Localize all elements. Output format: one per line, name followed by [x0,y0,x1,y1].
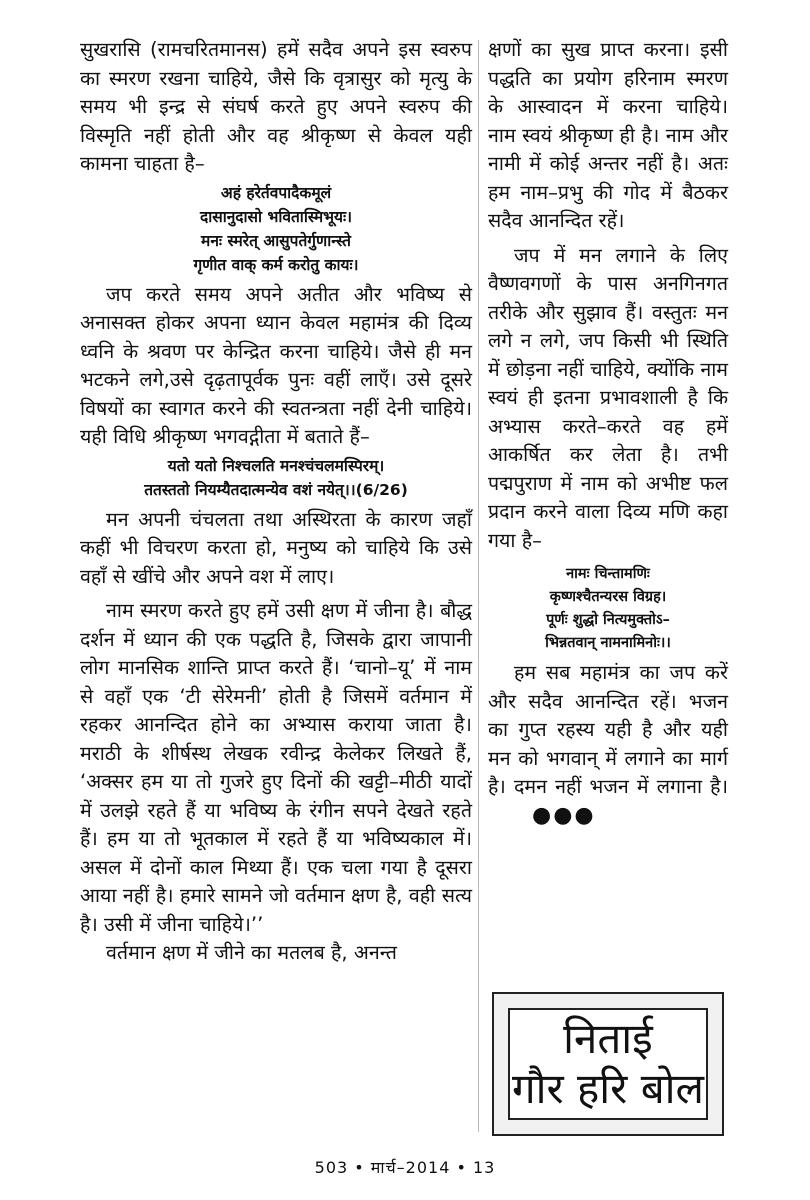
verse-line: मनः स्मरेत् आसुपतेर्गुणान्स्ते [201,231,351,250]
paragraph-japa-focus: जप करते समय अपने अतीत और भविष्य से अनासक्त होकर अपना ध्यान केवल महामंत्र की दिव्य ध्वनि के श्रवण पर केन्द्रित करना चाहिये। जैसे ही मन भटकने लगे,उसे दृढ़तापूर्वक पुनः वहीं लाएँ। उसे दूसरे विषयों का स्वागत करने की स्वतन्त्रता नहीं देनी चाहिये। यही विधि श्रीकृष्ण भगवद्गीता में बताते हैं– [80,282,472,448]
paragraph-vaishnava-methods: जप में मन लगाने के लिए वैष्णवगणों के पास अनगिनगत तरीके और सुझाव हैं। वस्तुतः मन लगे न लगे, जप किसी भी स्थिति में छोड़ना नहीं चाहिये, क्योंकि नाम स्वयं ही इतना प्रभावशाली है कि अभ्यास करते–करते वह हमें आकर्षित कर लेता है। तभी पद्मपुराण में नाम को अभीष्ट फल प्रदान करने वाला दिव्य मणि कहा गया है– [488,243,728,552]
paragraph-living-present: वर्तमान क्षण में जीने का मतलब है, अनन्त [106,941,397,964]
verse-line: पूर्णः शुद्धो नित्यमुक्तोऽ– [546,612,670,628]
paragraph-harinam: क्षणों का सुख प्राप्त करना। इसी पद्धति का प्रयोग हरिनाम स्मरण के आस्वादन में करना चाहिये। नाम स्वयं श्रीकृष्ण ही है। नाम और नामी में कोई अन्तर नहीं है। अतः हम नाम–प्रभु की गोद में बैठकर सदैव आनन्दित रहें। [488,38,728,232]
conclusion-text: हम सब महामंत्र का जप करें और सदैव आनन्दित रहें। भजन का गुप्त रहस्य यही है और यही मन को भगवान् में लगाने का मार्ग है। दमन नहीं भजन में लगाना है। [488,661,728,798]
left-column [80,36,472,968]
right-column [488,36,728,830]
verse-line: गृणीत वाक् कर्म करोतु कायः। [193,255,359,274]
paragraph-conclusion [488,659,728,830]
end-mark-icon: ●●● [532,802,596,828]
verse-line: दासानुदासो भवितास्मिभूयः। [199,207,353,226]
verse-line: यतो यतो निश्चलति मनश्चंचलमस्पिरम्। [167,456,385,475]
paragraph-present-moment: नाम स्मरण करते हुए हमें उसी क्षण में जीना है। बौद्ध दर्शन में ध्यान की एक पद्धति है, जिसके द्वारा जापानी लोग मानसिक शान्ति प्राप्त करते हैं। ‘चानो–यू’ में नाम से वहाँ एक ‘टी सेरेमनी’ होती है जिसमें वर्तमान में रहकर आनन्दित होने का अभ्यास कराया जाता है। मराठी के शीर्षस्थ लेखक रवीन्द्र केलेकर लिखते हैं, ‘अक्सर हम या तो गुजरे हुए दिनों की खट्टी–मीठी यादों में उलझे रहते हैं या भविष्य के रंगीन सपने देखते रहते हैं। हम या तो भूतकाल में रहते हैं या भविष्यकाल में। असल में दोनों काल मिथ्या हैं। एक चला गया है दूसरा आया नहीं है। हमारे सामने जो वर्तमान क्षण है, वही सत्य है। उसी में जीना चाहिये।’’ [80,599,472,936]
verse-line: कृष्णश्चैतन्यरस विग्रह। [549,589,667,605]
paragraph-vritrasur: सुखरासि (रामचरितमानस) हमें सदैव अपने इस स्वरुप का स्मरण रखना चाहिये, जैसे कि वृत्रासुर को मृत्यु के समय भी इन्द्र से संघर्ष करते हुए अपने स्वरुप की विस्मृति नहीं होती और वह श्रीकृष्ण से केवल यही कामना चाहता है– [80,38,472,175]
verse-line: ततस्ततो नियम्यैतदात्मन्येव वशं नयेत्।।(6/26) [144,480,408,499]
chant-box [492,992,724,1136]
verse-line: अहं हरेर्तवपादैकमूलं [220,183,332,202]
paragraph-restless-mind: मन अपनी चंचलता तथा अस्थिरता के कारण जहाँ कहीं भी विचरण करता हो, मनुष्य को चाहिये कि उसे वहाँ से खींचे और अपने वश में लाए। [80,507,472,588]
page-footer: 503 • मार्च–2014 • 13 [314,1158,496,1177]
sanskrit-verse-bhagavatam [80,181,472,277]
sanskrit-verse-gita [80,454,472,502]
chant-line-nitai: निताई [563,1014,653,1063]
chant-box-inner [508,1008,708,1120]
verse-line: नामः चिन्तामणिः [566,566,650,582]
verse-line: भिन्नतवान् नामनामिनोः।। [545,635,671,651]
column-divider [478,40,479,1132]
sanskrit-verse-padma-purana [488,563,728,655]
chant-line-gaur-hari-bol: गौर हरि बोल [511,1064,705,1113]
